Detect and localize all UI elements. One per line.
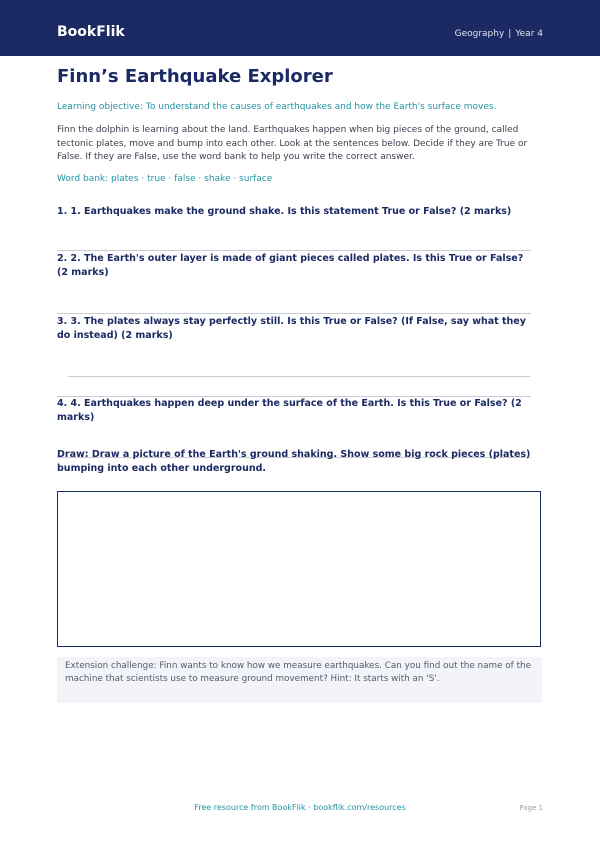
extension-challenge-box	[57, 657, 542, 703]
header-separator: |	[508, 29, 512, 39]
footer-credit: Free resource from BookFlik · bookflik.com/resources	[194, 803, 406, 812]
question-2: 2. 2. The Earth's outer layer is made of giant pieces called plates. Is this True or False? (2 marks)	[57, 253, 524, 278]
subject-year	[455, 27, 543, 41]
subject-label: Geography	[454, 29, 505, 39]
word-bank: Word bank: plates · true · false · shake · surface	[57, 174, 273, 184]
extension-challenge-text: Extension challenge: Finn wants to know how we measure earthquakes. Can you find out the name of the machine that scientists use to measure ground movement? Hint: It starts with an 'S'.	[65, 661, 532, 684]
question-3: 3. 3. The plates always stay perfectly still. Is this True or False? (If False, say what they do instead) (2 marks)	[57, 316, 526, 341]
draw-task-prompt: Draw: Draw a picture of the Earth's ground shaking. Show some big rock pieces (plates) bumping into each other underground.	[57, 449, 531, 474]
drawing-area[interactable]	[57, 491, 541, 647]
question-1: 1. 1. Earthquakes make the ground shake. Is this statement True or False? (2 marks)	[57, 206, 512, 217]
question-4: 4. 4. Earthquakes happen deep under the surface of the Earth. Is this True or False? (2 marks)	[57, 398, 522, 423]
intro-paragraph: Finn the dolphin is learning about the land. Earthquakes happen when big pieces of the ground, called tectonic plates, move and bump into each other. Look at the sentences below. Decide if they are True or False. If they are False, use the word bank to help you write the correct answer.	[57, 125, 528, 162]
answer-line-q3[interactable]	[68, 376, 530, 377]
page-header	[0, 0, 600, 56]
answer-line-q1[interactable]	[57, 250, 531, 251]
brand-logo: BookFlik	[57, 24, 125, 40]
year-label: Year 4	[515, 29, 543, 39]
answer-line-q2[interactable]	[57, 313, 531, 314]
learning-objective: Learning objective: To understand the causes of earthquakes and how the Earth's surface moves.	[57, 102, 497, 112]
page-number: Page 1	[519, 804, 543, 812]
page-title: Finn’s Earthquake Explorer	[57, 66, 333, 87]
